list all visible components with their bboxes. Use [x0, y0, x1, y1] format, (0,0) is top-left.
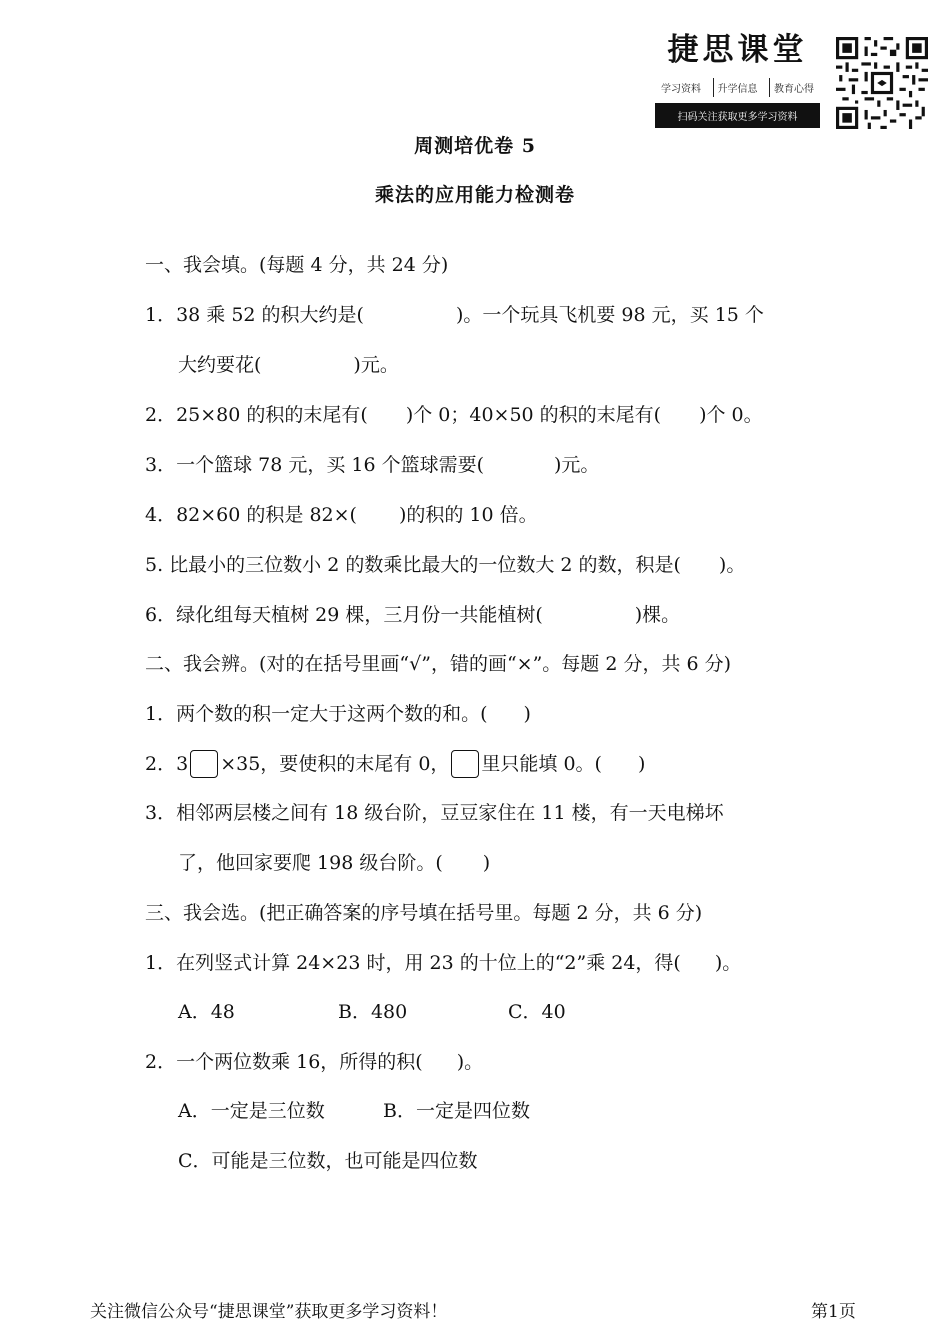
question-text: 2．一个两位数乘 16，所得的积(	[145, 1051, 423, 1073]
question-text: )的积的 10 倍。	[398, 504, 538, 526]
option: B．一定是四位数	[383, 1100, 530, 1122]
brand-tags	[657, 78, 818, 97]
option: C．可能是三位数，也可能是四位数	[178, 1150, 478, 1172]
options-line	[178, 1098, 530, 1124]
question-text: ×35，要使积的末尾有 0，	[220, 753, 450, 775]
question-text: )。	[456, 1051, 484, 1073]
question-line	[145, 750, 645, 778]
question-text: )。	[714, 952, 742, 974]
question-line	[145, 502, 538, 528]
brand-block	[655, 30, 820, 128]
blank-box	[190, 750, 218, 778]
question-text: 1．38 乘 52 的积大约是(	[145, 304, 364, 326]
footer-note: 关注微信公众号“捷思课堂”获取更多学习资料！	[90, 1302, 448, 1322]
option: A．48	[178, 1001, 235, 1023]
page-title: 周测培优卷 5	[414, 135, 536, 157]
brand-tag: 升学信息	[713, 78, 762, 97]
question-text: )。	[718, 554, 746, 576]
option: C．40	[508, 1001, 566, 1023]
question-line	[145, 602, 680, 628]
question-line	[178, 850, 490, 876]
question-text: )	[482, 852, 491, 874]
question-line: 3．相邻两层楼之间有 18 级台阶，豆豆家住在 11 楼，有一天电梯坏	[145, 802, 724, 824]
question-text: )。一个玩具飞机要 98 元，买 15 个	[455, 304, 764, 326]
question-line	[145, 402, 763, 428]
option: B．480	[338, 1001, 408, 1023]
options-line	[178, 999, 566, 1025]
question-text: 5. 比最小的三位数小 2 的数乘比最大的一位数大 2 的数，积是(	[145, 554, 681, 576]
section-heading: 三、我会选。(把正确答案的序号填在括号里。每题 2 分，共 6 分)	[145, 902, 703, 924]
question-text: )棵。	[634, 604, 681, 626]
brand-tag: 学习资料	[661, 84, 701, 95]
question-line	[145, 1049, 483, 1075]
question-text: )元。	[353, 354, 399, 376]
brand-tag: 教育心得	[769, 78, 818, 97]
question-text: 3．一个篮球 78 元，买 16 个篮球需要(	[145, 454, 485, 476]
question-text: )	[637, 753, 646, 775]
question-text: 6．绿化组每天植树 29 棵，三月份一共能植树(	[145, 604, 543, 626]
question-text: 大约要花(	[178, 354, 262, 376]
question-text: 4．82×60 的积是 82×(	[145, 504, 357, 526]
question-text: 2．25×80 的积的末尾有(	[145, 404, 368, 426]
question-text: )个 0；40×50 的积的末尾有(	[405, 404, 662, 426]
question-line	[145, 701, 531, 727]
page-number: 第1页	[811, 1302, 856, 1322]
question-text: 了，他回家要爬 198 级台阶。(	[178, 852, 443, 874]
section-heading: 二、我会辨。(对的在括号里画“√”，错的画“×”。每题 2 分，共 6 分)	[145, 653, 732, 675]
section-heading: 一、我会填。(每题 4 分，共 24 分)	[145, 254, 449, 276]
brand-name: 捷思课堂	[667, 32, 808, 68]
question-text: 1．两个数的积一定大于这两个数的和。(	[145, 703, 488, 725]
question-text: )	[523, 703, 531, 725]
question-line	[178, 352, 399, 378]
question-text: 1．在列竖式计算 24×23 时，用 23 的十位上的“2”乘 24，得(	[145, 952, 681, 974]
question-line	[145, 452, 599, 478]
brand-slogan: 扫码关注获取更多学习资料	[655, 103, 820, 128]
page-subtitle: 乘法的应用能力检测卷	[374, 184, 575, 206]
option: A．一定是三位数	[178, 1100, 325, 1122]
question-line	[145, 950, 741, 976]
question-text: 里只能填 0。(	[481, 753, 602, 775]
question-line	[145, 302, 764, 328]
question-text: )个 0。	[699, 404, 763, 426]
question-text: )元。	[554, 454, 600, 476]
question-line	[145, 552, 745, 578]
question-text: 2．3	[145, 753, 189, 775]
blank-box	[451, 750, 479, 778]
qr-code-icon	[836, 37, 928, 129]
